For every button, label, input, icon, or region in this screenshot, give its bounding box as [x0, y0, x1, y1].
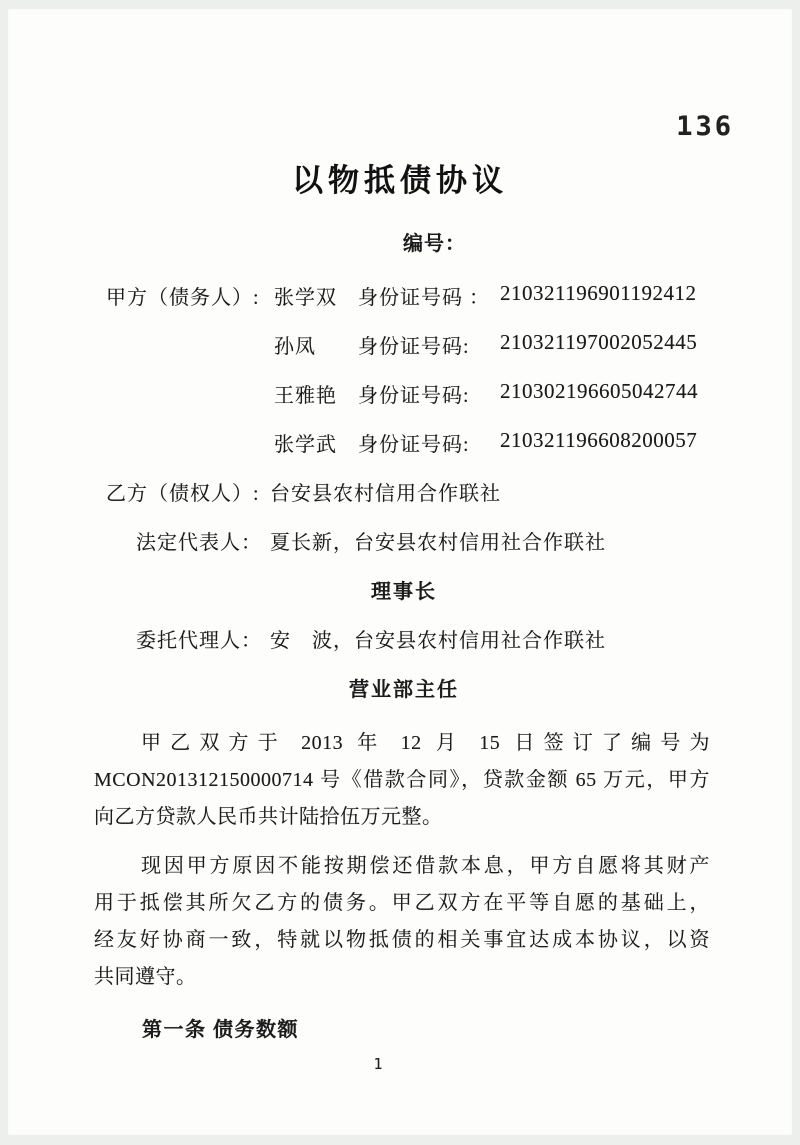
paragraph-line: MCON201312150000714 号《借款合同》，贷款金额 65 万元，甲方	[94, 769, 710, 791]
document-title: 以物抵债协议	[292, 163, 508, 198]
id-number-value: 210321196608200057	[500, 428, 698, 452]
legal-representative-label: 法定代表人：	[136, 532, 262, 554]
footer-page-number: 1	[373, 1055, 383, 1073]
entrusted-agent-value: 安 波，台安县农村信用社合作联社	[270, 630, 606, 652]
party-member-name: 孙凤	[274, 336, 316, 358]
party-member-name: 张学武	[274, 434, 337, 456]
id-number-label: 身份证号码 ：	[358, 287, 490, 309]
entrusted-agent-row	[96, 624, 712, 673]
id-number-value: 210302196605042744	[500, 379, 698, 403]
party-b-row	[96, 477, 712, 526]
entrusted-agent-title: 营业部主任	[349, 679, 459, 701]
party-b-value: 台安县农村信用合作联社	[270, 483, 501, 505]
party-b-label: 乙方（债权人）:	[106, 483, 260, 505]
paragraph-line: 经友好协商一致，特就以物抵债的相关事宜达成本协议，以资	[94, 929, 710, 951]
section-heading-article-1: 第一条 债务数额	[142, 1019, 299, 1041]
paragraph-line: 向乙方贷款人民币共计陆拾伍万元整。	[94, 806, 443, 828]
doc-number-label: 编号：	[403, 233, 466, 255]
paragraph-line: 现因甲方原因不能按期偿还借款本息，甲方自愿将其财产	[141, 855, 710, 877]
legal-representative-title: 理事长	[371, 581, 437, 603]
party-member-name: 张学双	[274, 287, 337, 309]
parties-block	[96, 281, 712, 722]
party-a-row-3	[96, 379, 712, 428]
paragraph-loan-contract	[94, 725, 710, 836]
legal-representative-value: 夏长新，台安县农村信用社合作联社	[270, 532, 606, 554]
id-number-label: 身份证号码:	[358, 385, 470, 407]
id-number-label: 身份证号码:	[358, 336, 470, 358]
paragraph-agreement-basis	[94, 848, 710, 996]
id-number-value: 210321197002052445	[500, 330, 698, 354]
entrusted-agent-label: 委托代理人：	[136, 630, 262, 652]
party-a-label: 甲方（债务人）:	[106, 287, 260, 309]
id-number-value: 210321196901192412	[500, 281, 697, 305]
corner-page-number: 136	[676, 111, 734, 142]
document-page	[8, 9, 792, 1135]
party-a-row-1	[96, 281, 712, 330]
party-a-row-4	[96, 428, 712, 477]
paragraph-line: 用于抵偿其所欠乙方的债务。甲乙双方在平等自愿的基础上，	[94, 892, 710, 914]
legal-representative-row	[96, 526, 712, 575]
id-number-label: 身份证号码:	[358, 434, 470, 456]
paragraph-line: 甲乙双方于 2013 年 12 月 15 日签订了编号为	[141, 732, 710, 754]
party-member-name: 王雅艳	[274, 385, 337, 407]
paragraph-line: 共同遵守。	[94, 966, 197, 988]
party-a-row-2	[96, 330, 712, 379]
